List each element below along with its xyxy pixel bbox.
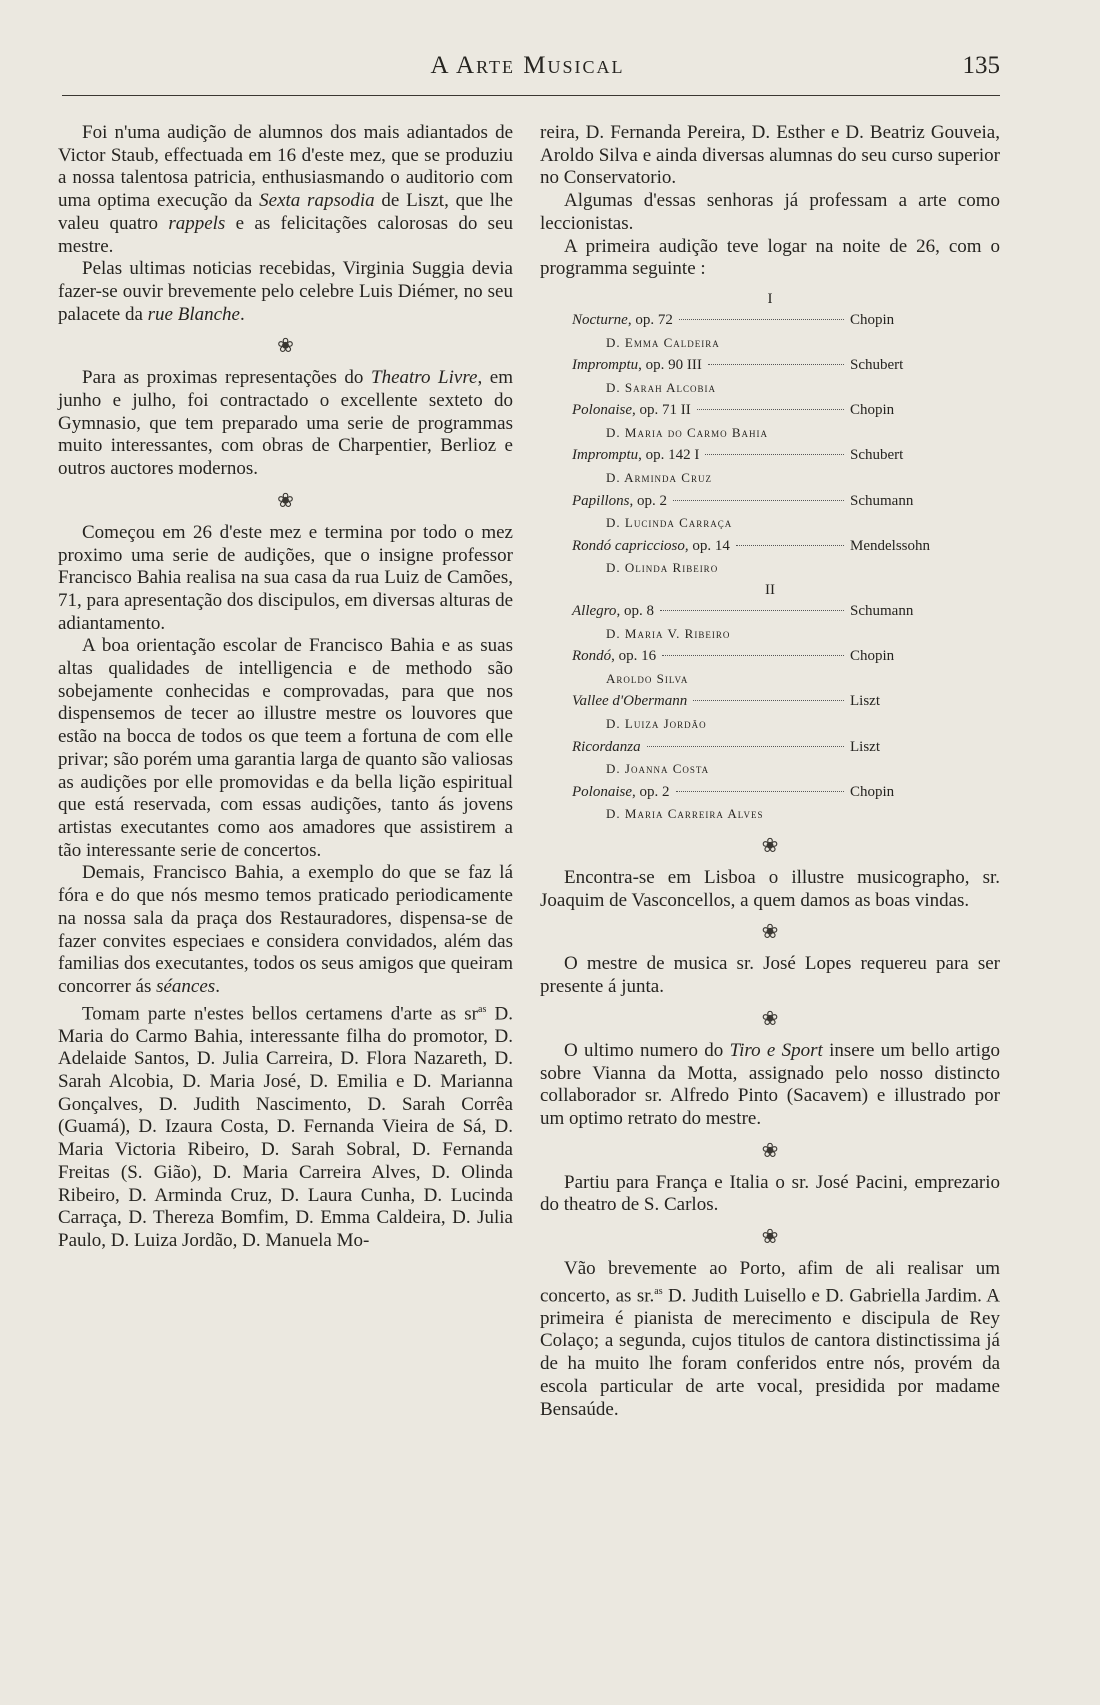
dot-leader: [647, 746, 844, 747]
concert-program: [540, 289, 1000, 826]
program-performer: D. Arminda Cruz: [606, 470, 712, 486]
program-item: Polonaise , op. 2 Chopin: [572, 783, 895, 800]
running-head: [55, 52, 1000, 92]
dot-leader: [736, 545, 844, 546]
fleuron-ornament: ❀: [277, 489, 294, 512]
program-performer: D. Emma Caldeira: [606, 334, 720, 350]
dot-leader: [679, 319, 844, 320]
fleuron-ornament: ❀: [761, 1007, 779, 1030]
paragraph-convites: Demais, Francisco Bahia, a exemplo do que se faz lá fóra e do que nós mesmo temos praticado periodicamente na nossa sala da praça dos Restauradores, dispensa-se de fazer convites especiaes e considera convidados, além das familias dos executantes, todos os seus amigos que queiram concorrer ás séances.: [58, 862, 513, 997]
program-performer: D. Maria V. Ribeiro: [606, 625, 731, 641]
program-performer: Aroldo Silva: [606, 670, 689, 686]
paragraph-theatro-livre: Para as proximas representações do Theatro Livre, em junho e julho, foi contractado o excellente sexteto do Gymnasio, que tem preparado uma serie de programmas muito interessantes, com obras de Charpentier, Berlioz e outros auctores modernos.: [58, 367, 513, 480]
right-column: [540, 122, 1000, 1421]
program-performer: D. Joanna Costa: [606, 761, 710, 777]
paragraph-audicoes: Começou em 26 d'este mez e termina por todo o mez proximo uma serie de audições, que o insigne professor Francisco Bahia realisa na sua casa da rua Luiz de Camões, 71, para apresentação dos discipulos, em diversas alturas de adiantamento.: [58, 521, 513, 634]
dot-leader: [660, 610, 844, 611]
program-performer: D. Lucinda Carraça: [606, 515, 733, 531]
dot-leader: [708, 364, 844, 365]
fleuron-ornament: ❀: [761, 1226, 779, 1249]
paragraph-orientacao: A boa orientação escolar de Francisco Bahia e as suas altas qualidades de intelligencia e de methodo são sobejamente conhecidas e comprovadas, para que nos dispensemos de tecer ao illustre mestre os louvores que estão na bocca de todos os que teem a fortuna de com elle privar; são porém uma garantia larga de quanto são valiosas as audições por elle promovidas e da bella lição espiritual que está reservada, com essas audições, tanto ás jovens artistas executantes como aos amadores que assistirem a tão interessante serie de concertos.: [58, 635, 513, 861]
program-item: Impromptu , op. 90 III Schubert: [572, 357, 904, 374]
fleuron-ornament: ❀: [761, 834, 779, 857]
journal-title: A Arte Musical: [430, 52, 625, 79]
paragraph-leccionistas: Algumas d'essas senhoras já professam a arte como leccionistas.: [540, 190, 1000, 234]
dot-leader: [697, 409, 844, 410]
dot-leader: [673, 500, 844, 501]
page-number: 135: [962, 52, 1000, 79]
dot-leader: [676, 791, 845, 792]
program-item: Rondó , op. 16 Chopin: [572, 648, 895, 665]
left-column: [58, 122, 513, 1253]
fleuron-ornament: ❀: [761, 1139, 779, 1162]
program-item: Ricordanza Liszt: [572, 738, 880, 755]
program-item: Nocturne , op. 72 Chopin: [572, 311, 895, 328]
paragraph-participantes: Tomam parte n'estes bellos certamens d'arte as $sr^{as}$ D. Maria do Carmo Bahia, interessante filha do promotor, D. Adelaide Santos, D. Julia Carreira, D. Flora Nazareth, D. Sarah Alcobia, D. Maria José, D. Emilia e D. Marianna Gonçalves, D. Judith Nascimento, D. Sarah Corrêa (Guamá), D. Izaura Costa, D. Fernanda Vieira de Sá, D. Maria Victoria Ribeiro, D. Sarah Sobral, D. Fernanda Freitas (S. Gião), D. Maria Carreira Alves, D. Olinda Ribeiro, D. Arminda Cruz, D. Laura Cunha, D. Lucinda Carraça, D. Thereza Bomfim, D. Emma Caldeira, D. Julia Paulo, D. Luiza Jordão, D. Manuela Mo-: [58, 1002, 513, 1251]
dot-leader: [693, 700, 844, 701]
program-item: Papillons , op. 2 Schumann: [572, 492, 914, 509]
program-item: Allegro , op. 8 Schumann: [572, 603, 914, 620]
program-item: Impromptu , op. 142 I Schubert: [572, 447, 904, 464]
fleuron-ornament: ❀: [761, 921, 779, 944]
paragraph-porto-concert: Vão brevemente ao Porto, afim de ali realisar um concerto, as sr.$^{as}$ D. Judith Luisello e D. Gabriella Jardim. A primeira é pianista de merecimento e discipula de Rey Colaço; a segunda, cujos titulos de cantora distinctissima já de ha muito lhe foram conferidos entre nós, provém da escola particular de arte vocal, presidida por madame Bensaúde.: [540, 1258, 1001, 1420]
fleuron-ornament: ❀: [277, 335, 294, 358]
program-part-heading: II: [765, 582, 775, 599]
program-performer: D. Maria Carreira Alves: [606, 806, 764, 822]
paragraph-suggia: Pelas ultimas noticias recebidas, Virginia Suggia devia fazer-se ouvir brevemente pelo celebre Luis Diémer, no seu palacete da rue Blanche.: [58, 258, 513, 325]
paragraph-tiro-e-sport: O ultimo numero do Tiro e Sport insere um bello artigo sobre Vianna da Motta, assignado pelo nosso distincto collaborador sr. Alfredo Pinto (Sacavem) e illustrado por um optimo retrato do mestre.: [540, 1039, 1000, 1129]
program-performer: D. Sarah Alcobia: [606, 379, 717, 395]
paragraph-staub: Foi n'uma audição de alumnos dos mais adiantados de Victor Staub, effectuada em 16 d'este mez, que se produziu a nossa talentosa patricia, enthusiasmando o auditorio com uma optima execução da Sexta rapsodia de Liszt, que lhe valeu quatro rappels e as felicitações calorosas do seu mestre.: [58, 122, 513, 257]
program-item: Vallee d'Obermann Liszt: [572, 693, 880, 710]
paragraph-pacini: Partiu para França e Italia o sr. José Pacini, emprezario do theatro de S. Carlos.: [540, 1171, 1000, 1216]
dot-leader: [705, 454, 844, 455]
paragraph-participantes-cont: reira, D. Fernanda Pereira, D. Esther e D. Beatriz Gouveia, Aroldo Silva e ainda diversas alumnas do seu curso superior no Conservatorio.: [540, 122, 1000, 189]
dot-leader: [662, 655, 844, 656]
program-item: Polonaise , op. 71 II Chopin: [572, 402, 895, 419]
program-performer: D. Maria do Carmo Bahia: [606, 424, 769, 440]
program-part-heading: I: [767, 290, 773, 307]
paragraph-primeira-audicao: A primeira audição teve logar na noite de 26, com o programma seguinte :: [540, 235, 1000, 280]
program-item: Rondó capriccioso , op. 14 Mendelssohn: [572, 537, 930, 554]
paragraph-vasconcellos: Encontra-se em Lisboa o illustre musicographo, sr. Joaquim de Vasconcellos, a quem damos as boas vindas.: [540, 866, 1000, 911]
program-performer: D. Luiza Jordão: [606, 716, 707, 732]
paragraph-jose-lopes: O mestre de musica sr. José Lopes requereu para ser presente á junta.: [540, 953, 1000, 998]
program-performer: D. Olinda Ribeiro: [606, 560, 719, 576]
header-rule: [62, 95, 1000, 96]
